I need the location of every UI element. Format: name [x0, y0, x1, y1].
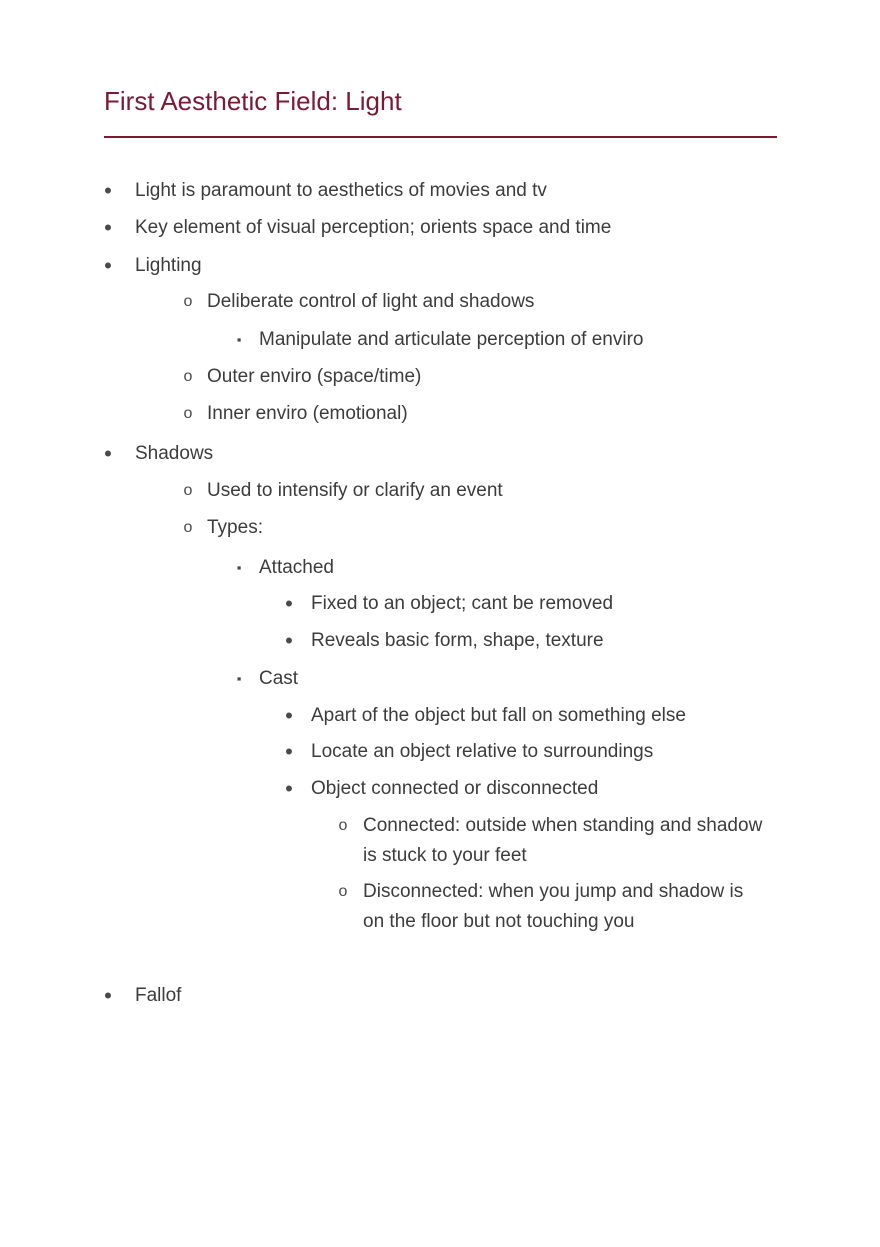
list-item-text: Connected: outside when standing and shadow is stuck to your feet [363, 815, 763, 866]
list-item-text: Fallof [135, 985, 182, 1006]
list-item-text: Used to intensify or clarify an event [207, 480, 503, 501]
bullet-circle-icon: o [338, 883, 348, 900]
bullet-disc-icon: • [104, 253, 112, 278]
bullet-square-icon: ▪ [236, 671, 242, 686]
bullet-square-icon: ▪ [236, 560, 242, 575]
list-item-text: Object connected or disconnected [311, 778, 599, 799]
bullet-circle-icon: o [183, 482, 193, 499]
list-item-text: Inner enviro (emotional) [207, 403, 408, 424]
list-item-text: Fixed to an object; cant be removed [311, 593, 614, 614]
list-item-text: Light is paramount to aesthetics of movies and tv [135, 180, 547, 201]
bullet-circle-icon: o [338, 817, 348, 834]
list-item-text: Outer enviro (space/time) [207, 366, 422, 387]
bullet-disc-icon: • [285, 628, 293, 653]
list-item-text: Deliberate control of light and shadows [207, 291, 535, 312]
document-title: First Aesthetic Field: Light [104, 86, 402, 116]
list-item-text: Attached [259, 557, 334, 578]
bullet-disc-icon: • [104, 178, 112, 203]
bullet-disc-icon: • [104, 983, 112, 1008]
list-item-text: Key element of visual perception; orients space and time [135, 217, 612, 238]
bullet-disc-icon: • [285, 739, 293, 764]
list-item-text: Apart of the object but fall on something else [311, 705, 686, 726]
title-underline [104, 136, 777, 138]
bullet-square-icon: ▪ [236, 332, 242, 347]
list-item-text: Types: [207, 517, 263, 538]
list-item-text: Shadows [135, 443, 214, 464]
bullet-circle-icon: o [183, 519, 193, 536]
bullet-disc-icon: • [285, 776, 293, 801]
list-item-text: Reveals basic form, shape, texture [311, 630, 604, 651]
list-item-text: Cast [259, 668, 299, 689]
bullet-circle-icon: o [183, 405, 193, 422]
bullet-disc-icon: • [104, 215, 112, 240]
list-item-text: Manipulate and articulate perception of enviro [259, 329, 644, 350]
bullet-circle-icon: o [183, 293, 193, 310]
list-item-text: Lighting [135, 255, 202, 276]
bullet-circle-icon: o [183, 368, 193, 385]
list-item-text: Locate an object relative to surroundings [311, 741, 654, 762]
bullet-disc-icon: • [104, 441, 112, 466]
bullet-disc-icon: • [285, 703, 293, 728]
list-item-text: Disconnected: when you jump and shadow is on the floor but not touching you [363, 881, 744, 932]
bullet-disc-icon: • [285, 591, 293, 616]
